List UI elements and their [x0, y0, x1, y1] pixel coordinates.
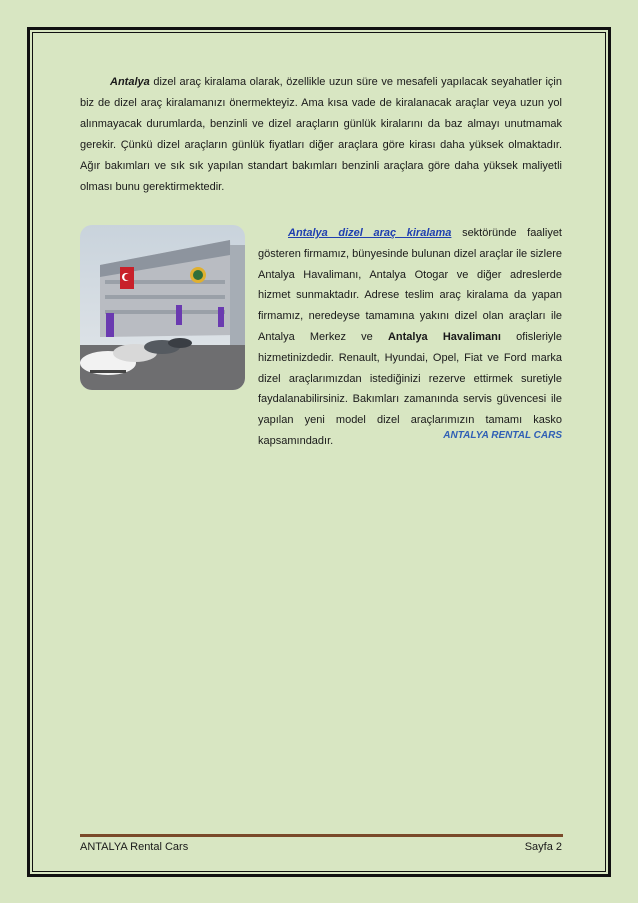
service-text-part1: sektöründe faaliyet gösteren firmamız, bünyesinde bulunan dizel araçlar ile sizlere Antalya Havalimanı, Antalya Otogar ve diğer adreslerde hizmet sunmaktadır. Adrese teslim araç kiralama da yapan firmamız, neredeyse tamamına yakını dizel olan araçları ile Antalya Merkez ve — [258, 227, 562, 343]
airport-office-text: Antalya Havalimanı — [387, 330, 501, 343]
service-paragraph — [258, 223, 562, 452]
diesel-rental-link[interactable]: Antalya dizel araç kiralama — [288, 227, 452, 239]
intro-body-text: dizel araç kiralama olarak, özellikle uzun süre ve mesafeli yapılacak seyahatler için biz de dizel araç kiralamanızı önermekteyiz. Ama kısa vade de kiralanacak araçlar veya uzun yol alınmayacak durumlarda, benzinli ve dizel araçların günlük kiralarını da baz almayı unutmamak gerekir. Çünkü dizel araçların günlük fiyatları diğer araçlara göre kirası daha yüksek olmaktadır. Ağır bakımları ve sık sık yapılan standart bakımları benzinli araçlara göre daha yüksek maliyetli olması bunu gerektirmektedir. — [80, 76, 562, 193]
footer-page-number: Sayfa 2 — [524, 841, 562, 853]
footer-company-name: ANTALYA Rental Cars — [80, 841, 189, 853]
brand-signature: ANTALYA RENTAL CARS — [443, 430, 562, 441]
intro-paragraph — [80, 72, 562, 198]
airport-photo — [80, 225, 245, 390]
service-text-part2: ofisleriyle hizmetinizdedir. Renault, Hyundai, Opel, Fiat ve Ford marka dizel araçlarımızdan istediğinizi rezerve ettirmek suretiyle faydalanabilirsiniz. Bakımları zamanında servis güvencesi ile yapılan yeni model dizel araçlarımızın tamamı kasko kapsamındadır. — [258, 330, 562, 447]
footer-divider — [80, 834, 563, 837]
intro-lead-word: Antalya — [110, 76, 150, 88]
